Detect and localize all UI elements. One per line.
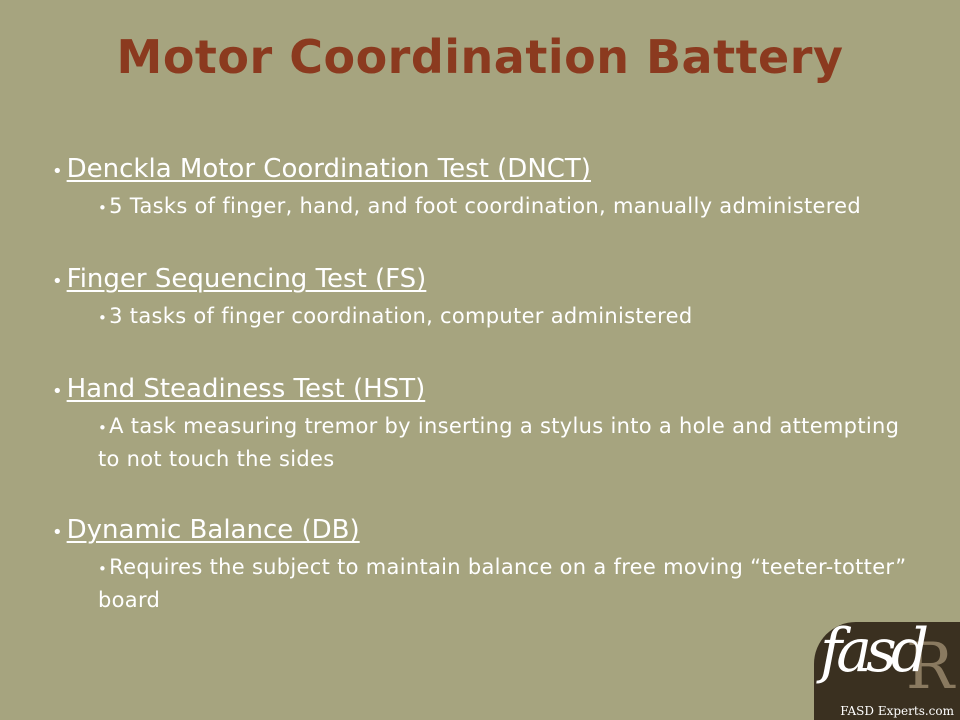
item-detail: A task measuring tremor by inserting a stylus into a hole and attempting to not touch the sides bbox=[98, 414, 900, 471]
bullet-icon: • bbox=[52, 522, 63, 543]
slide-title: Motor Coordination Battery bbox=[116, 30, 844, 84]
item-detail: 5 Tasks of finger, hand, and foot coordination, manually administered bbox=[109, 194, 862, 218]
logo-site-text: FASD Experts.com bbox=[840, 704, 954, 718]
item-detail: Requires the subject to maintain balance on a free moving “teeter-totter” board bbox=[98, 555, 907, 612]
bullet-icon: • bbox=[52, 381, 63, 402]
fs-link[interactable]: Finger Sequencing Test (FS) bbox=[66, 264, 427, 294]
bullet-icon: • bbox=[98, 199, 108, 217]
bullet-icon: • bbox=[98, 560, 108, 578]
list-item bbox=[52, 262, 922, 334]
bullet-icon: • bbox=[52, 271, 63, 292]
bullet-icon: • bbox=[98, 309, 108, 327]
bullet-list bbox=[52, 152, 922, 616]
item-detail: 3 tasks of finger coordination, computer administered bbox=[109, 304, 693, 328]
logo-r-letter: R bbox=[905, 630, 950, 704]
fasd-logo bbox=[814, 622, 960, 720]
list-item bbox=[52, 513, 922, 616]
list-item bbox=[52, 372, 922, 475]
bullet-icon: • bbox=[98, 419, 108, 437]
list-item bbox=[52, 152, 922, 224]
hst-link[interactable]: Hand Steadiness Test (HST) bbox=[66, 374, 426, 404]
bullet-icon: • bbox=[52, 161, 63, 182]
db-link[interactable]: Dynamic Balance (DB) bbox=[66, 515, 360, 545]
dnct-link[interactable]: Denckla Motor Coordination Test (DNCT) bbox=[66, 154, 591, 184]
logo-mark: fasd bbox=[820, 622, 924, 686]
